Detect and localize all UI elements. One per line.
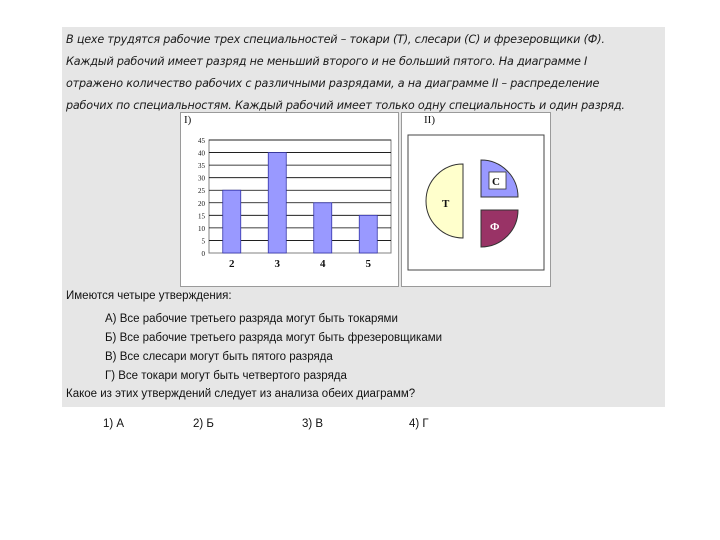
answer-option-4[interactable]: 4) Г xyxy=(409,418,429,430)
y-tick-label: 10 xyxy=(198,224,205,233)
y-tick-label: 0 xyxy=(201,250,205,258)
answer-option-2[interactable]: 2) Б xyxy=(193,418,214,430)
pie-label-f: Ф xyxy=(490,221,500,233)
problem-intro xyxy=(66,29,666,117)
intro-line-1: В цехе трудятся рабочие трех специальностей – токари (Т), слесари (С) и фрезеровщики (Ф). xyxy=(66,33,605,46)
y-tick-label: 5 xyxy=(201,237,205,246)
bar xyxy=(359,215,377,253)
answer-option-3[interactable]: 3) В xyxy=(302,418,324,430)
intro-line-4: рабочих по специальностям. Каждый рабочий имеет только одну специальность и один разряд. xyxy=(66,99,625,112)
y-tick-label: 40 xyxy=(198,149,205,158)
claim-b: Б) Все рабочие третьего разряда могут быть фрезеровщиками xyxy=(105,332,443,344)
claim-a: А) Все рабочие третьего разряда могут быть токарями xyxy=(105,313,398,325)
y-tick-label: 20 xyxy=(198,199,205,208)
y-tick-label: 25 xyxy=(198,187,205,196)
y-tick-label: 15 xyxy=(198,212,205,221)
bar-chart-svg xyxy=(181,113,398,286)
bar xyxy=(223,190,241,253)
answer-option-1[interactable]: 1) А xyxy=(103,418,125,430)
y-tick-label: 45 xyxy=(198,137,205,145)
diagram-1-bar-chart xyxy=(180,112,399,287)
y-tick-label: 30 xyxy=(198,174,205,183)
pie-chart-svg xyxy=(402,113,550,286)
intro-line-3: отражено количество рабочих с различными разрядами, а на диаграмме II – распределение xyxy=(66,77,600,90)
y-tick-label: 35 xyxy=(198,162,205,171)
x-tick-label: 4 xyxy=(320,258,326,270)
x-tick-label: 3 xyxy=(274,258,280,270)
bar xyxy=(314,203,332,253)
pie-label-s: С xyxy=(492,176,500,188)
claims-heading: Имеются четыре утверждения: xyxy=(66,290,232,302)
question-text: Какое из этих утверждений следует из анализа обеих диаграмм? xyxy=(66,388,416,400)
x-tick-label: 2 xyxy=(229,258,235,270)
diagram-2-pie-chart xyxy=(401,112,551,287)
claim-g: Г) Все токари могут быть четвертого разряда xyxy=(105,370,347,382)
bar xyxy=(268,153,286,253)
x-tick-label: 5 xyxy=(365,258,371,270)
diagram-2-label: II) xyxy=(424,114,435,126)
problem-panel xyxy=(62,27,665,407)
claim-v: В) Все слесари могут быть пятого разряда xyxy=(105,351,333,363)
diagram-1-label: I) xyxy=(184,114,192,126)
pie-label-t: Т xyxy=(442,198,450,210)
intro-line-2: Каждый рабочий имеет разряд не меньший второго и не больший пятого. На диаграмме I xyxy=(66,55,588,68)
